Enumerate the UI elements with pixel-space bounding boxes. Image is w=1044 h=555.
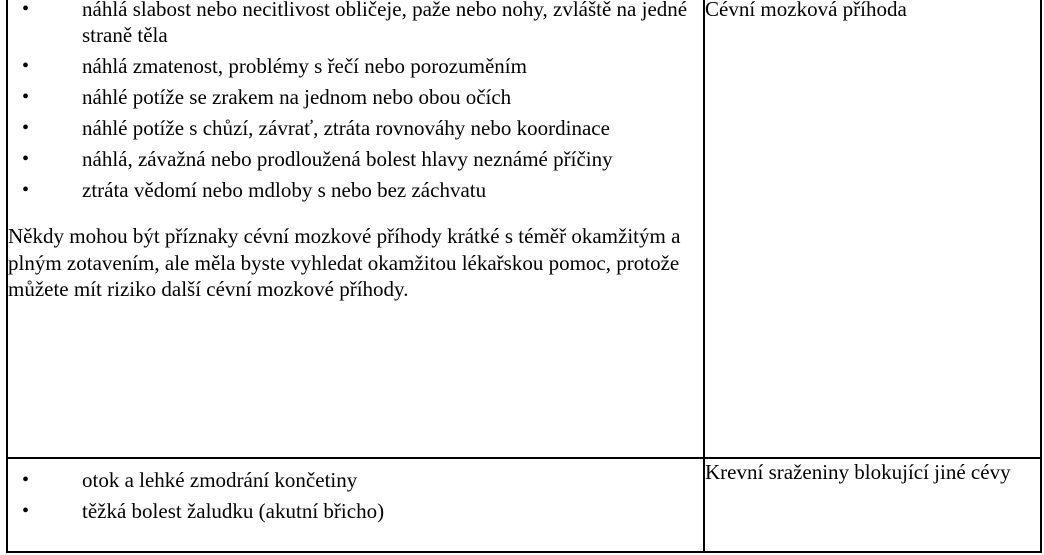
list-item: • ztráta vědomí nebo mdloby s nebo bez záchvatu bbox=[8, 177, 703, 203]
list-item: • náhlá, závažná nebo prodloužená bolest hlavy neznámé příčiny bbox=[8, 146, 703, 172]
list-item: • náhlé potíže s chůzí, závrať, ztráta rovnováhy nebo koordinace bbox=[8, 115, 703, 141]
condition-label: Cévní mozková příhoda bbox=[705, 0, 907, 21]
symptoms-cell bbox=[7, 0, 704, 458]
table-row bbox=[7, 458, 1041, 552]
condition-cell bbox=[704, 0, 1041, 458]
condition-label: Krevní sraženiny blokující jiné cévy bbox=[705, 460, 1011, 484]
list-item: • otok a lehké zmodrání končetiny bbox=[8, 467, 703, 493]
stroke-note: Někdy mohou být příznaky cévní mozkové příhody krátké s téměř okamžitým a plným zotavením, ale měla byste vyhledat okamžitou lékařskou pomoc, protože můžete mít riziko další cévní mozkové příhody. bbox=[8, 224, 681, 301]
list-item: • těžká bolest žaludku (akutní břicho) bbox=[8, 498, 703, 524]
symptom-list bbox=[8, 0, 703, 203]
condition-cell bbox=[704, 458, 1041, 552]
list-item: • náhlá zmatenost, problémy s řečí nebo porozuměním bbox=[8, 53, 703, 79]
list-item: • náhlá slabost nebo necitlivost obličeje, paže nebo nohy, zvláště na jedné straně těla bbox=[8, 0, 703, 48]
symptom-list bbox=[8, 467, 703, 524]
symptoms-cell bbox=[7, 458, 704, 552]
symptoms-table bbox=[6, 0, 1042, 553]
list-item: • náhlé potíže se zrakem na jednom nebo obou očích bbox=[8, 84, 703, 110]
table-row bbox=[7, 0, 1041, 458]
